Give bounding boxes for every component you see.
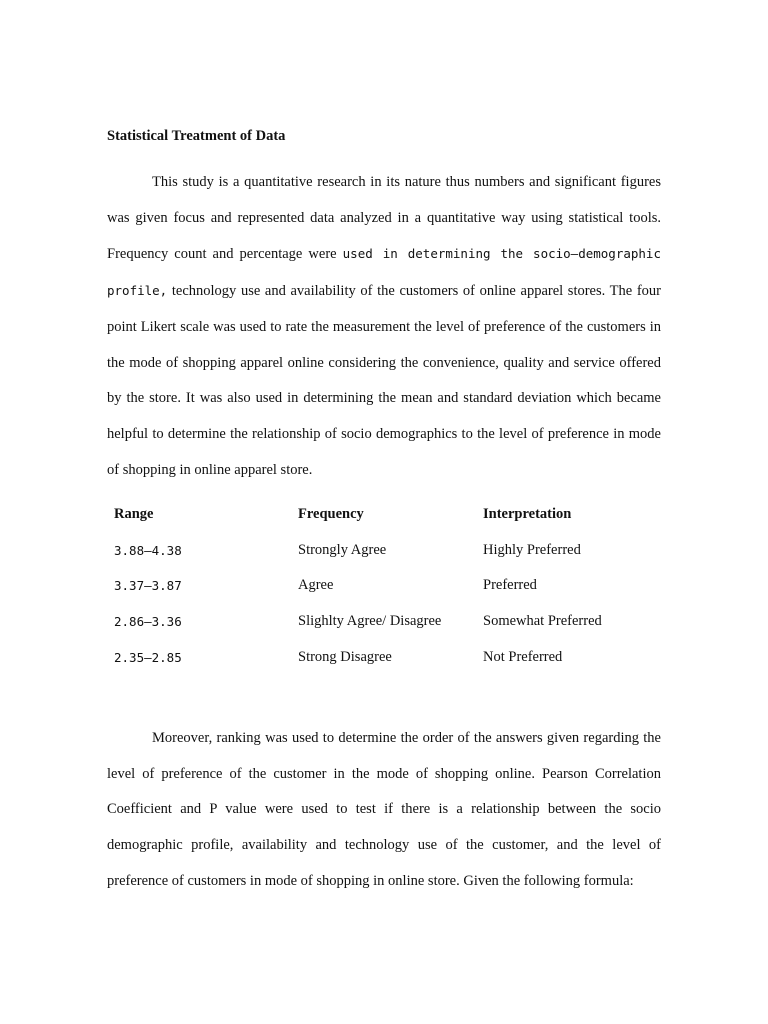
paragraph-intro-text-b: used in determining the socio—demographic profile,: [107, 246, 661, 299]
paragraph-ranking-correlation: Moreover, ranking was used to determine the order of the answers given regarding the level of preference of the customer in the mode of shopping online. Pearson Correlation Coefficient and P value were used to test if there is a relationship between the socio demographic profile, availability and technology use of the customer, and the level of preference of customers in mode of shopping in online store. Given the following formula:: [107, 730, 661, 889]
interpretation-cell: Somewhat Preferred: [483, 613, 602, 630]
paragraph-intro-text-c: technology use and availability of the customers of online apparel stores. The four point Likert scale was used to rate the measurement the level of preference of the customers in the mode of shopping apparel online considering the convenience, quality and service offered by the store. It was also used in determining the mean and standard deviation which became helpful to determine the relationship of socio demographics to the level of preference in mode of shopping in online apparel store.: [107, 283, 661, 478]
frequency-cell: Strongly Agree: [298, 541, 387, 558]
header-range: Range: [114, 506, 154, 522]
table-row: [114, 567, 674, 603]
frequency-cell: Strong Disagree: [298, 648, 392, 665]
range-cell: 3.88—4.38: [114, 542, 182, 558]
range-cell: 3.37—3.87: [114, 578, 182, 594]
range-cell: 2.35—2.85: [114, 649, 182, 665]
interpretation-cell: Not Preferred: [483, 648, 563, 665]
table-row: [114, 532, 674, 568]
frequency-cell: Slighlty Agree/ Disagree: [298, 613, 442, 630]
header-frequency: Frequency: [298, 506, 364, 522]
section-heading: Statistical Treatment of Data: [107, 128, 286, 144]
table-row: [114, 603, 674, 639]
paragraph-statistical-intro: [107, 165, 661, 488]
interpretation-cell: Preferred: [483, 577, 537, 594]
header-interpretation: Interpretation: [483, 506, 572, 522]
table-row: [114, 639, 674, 675]
paragraph-intro-text-a: This study is a quantitative research in its nature thus numbers and significant figures was given focus and represented data analyzed in a quantitative way using statistical tools. Frequency count and percentage were: [107, 174, 661, 263]
interpretation-cell: Highly Preferred: [483, 541, 581, 558]
range-cell: 2.86—3.36: [114, 614, 182, 630]
likert-scale-table: [114, 496, 674, 674]
frequency-cell: Agree: [298, 577, 334, 594]
table-header-row: [114, 496, 674, 532]
